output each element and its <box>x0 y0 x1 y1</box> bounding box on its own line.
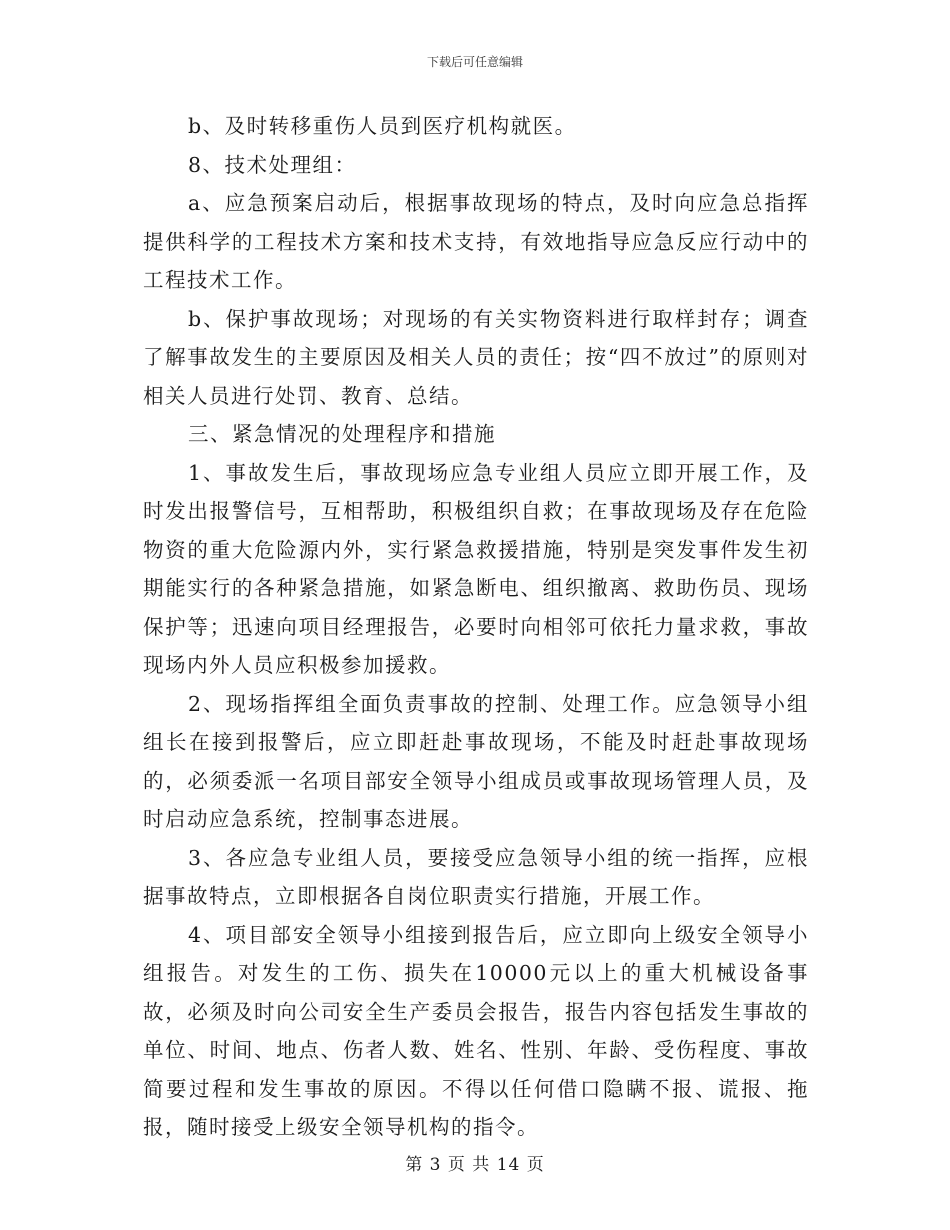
page-number-footer: 第 3 页 共 14 页 <box>405 1155 545 1175</box>
paragraph-2-command-group: 2、现场指挥组全面负责事故的控制、处理工作。应急领导小组组长在接到报警后，应立即赶赴事故现场，不能及时赶赴事故现场的，必须委派一名项目部安全领导小组成员或事故现场管理人员，及时启动应急系统，控制事态进展。 <box>143 691 809 831</box>
paragraph-4-reporting: 4、项目部安全领导小组接到报告后，应立即向上级安全领导小组报告。对发生的工伤、损失在10000元以上的重大机械设备事故，必须及时向公司安全生产委员会报告，报告内容包括发生事故的单位、时间、地点、伤者人数、姓名、性别、年龄、受伤程度、事故简要过程和发生事故的原因。不得以任何借口隐瞒不报、谎报、拖报，随时接受上级安全领导机构的指令。 <box>143 922 809 1139</box>
section-heading-emergency-procedures: 三、紧急情况的处理程序和措施 <box>188 422 496 446</box>
paragraph-technical-group-heading: 8、技术处理组： <box>188 152 357 177</box>
paragraph-b-transfer-injured: b、及时转移重伤人员到医疗机构就医。 <box>188 114 577 138</box>
document-body <box>143 107 809 1147</box>
paragraph-1-initial-response: 1、事故发生后，事故现场应急专业组人员应立即开展工作，及时发出报警信号，互相帮助，积极组织自救；在事故现场及存在危险物资的重大危险源内外，实行紧急救援措施，特别是突发事件发生初期能实行的各种紧急措施，如紧急断电、组织撤离、救助伤员、现场保护等；迅速向项目经理报告，必要时向相邻可依托力量求救，事故现场内外人员应积极参加援救。 <box>143 460 809 677</box>
page-header-note: 下载后可任意编辑 <box>426 55 523 69</box>
paragraph-3-specialist-teams: 3、各应急专业组人员，要接受应急领导小组的统一指挥，应根据事故特点，立即根据各自岗位职责实行措施，开展工作。 <box>143 845 809 908</box>
paragraph-a-technical-support: a、应急预案启动后，根据事故现场的特点，及时向应急总指挥提供科学的工程技术方案和技术支持，有效地指导应急反应行动中的工程技术工作。 <box>143 191 809 292</box>
paragraph-b-protect-scene: b、保护事故现场；对现场的有关实物资料进行取样封存；调查了解事故发生的主要原因及相关人员的责任；按“四不放过”的原则对相关人员进行处罚、教育、总结。 <box>143 306 809 408</box>
